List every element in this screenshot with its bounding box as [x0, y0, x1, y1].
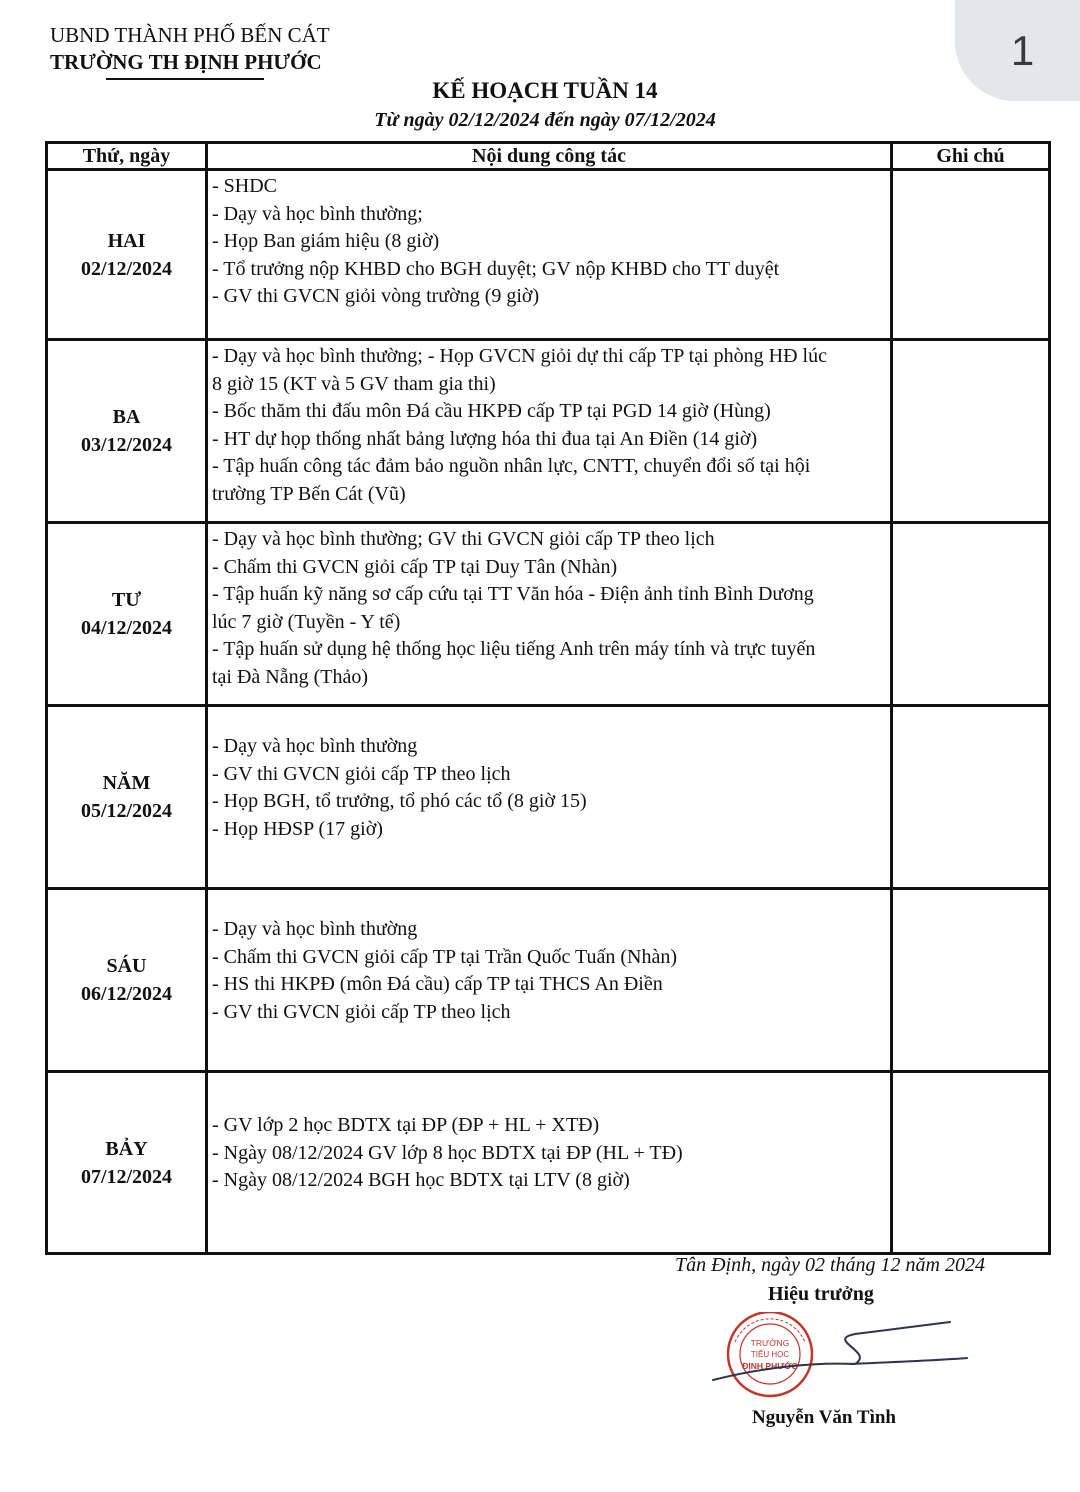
content-line: - Dạy và học bình thường;: [212, 202, 423, 225]
content-cell: [207, 706, 892, 889]
content-cell: [207, 170, 892, 340]
weekly-plan-table: [45, 141, 1051, 1255]
table-row: [47, 706, 1050, 889]
day-name: NĂM: [102, 772, 151, 794]
place-and-date: Tân Định, ngày 02 tháng 12 năm 2024: [675, 1254, 985, 1276]
table-row: [47, 523, 1050, 706]
content-line: - SHDC: [212, 175, 278, 197]
content-line: - Họp BGH, tổ trưởng, tổ phó các tổ (8 giờ 15): [212, 790, 587, 812]
header-day: Thứ, ngày: [47, 143, 207, 170]
stamp-and-signature: [705, 1312, 985, 1407]
content-cell: [207, 1072, 892, 1254]
day-date: 07/12/2024: [80, 1165, 173, 1188]
content-cell: [207, 523, 892, 706]
day-name: HAI: [107, 229, 146, 252]
content-cell: [207, 889, 892, 1072]
table-header-row: [47, 143, 1050, 170]
day-cell: [47, 706, 207, 889]
day-name: BA: [112, 406, 141, 428]
content-line: - Họp Ban giám hiệu (8 giờ): [212, 230, 440, 252]
day-name: SÁU: [106, 955, 147, 977]
content-line: lúc 7 giờ (Tuyền - Y tế): [212, 610, 401, 633]
seal-line-1: TRƯỜNG: [750, 1338, 790, 1348]
content-line: - Dạy và học bình thường; - Họp GVCN giỏi dự thi cấp TP tại phòng HĐ lúc: [212, 345, 827, 367]
content-line: - Tập huấn sử dụng hệ thống học liệu tiếng Anh trên máy tính và trực tuyến: [212, 638, 816, 660]
note-cell: [892, 1072, 1050, 1254]
page-number-badge: 1: [955, 0, 1080, 101]
org-line-2: TRƯỜNG TH ĐỊNH PHƯỚC: [50, 50, 322, 74]
day-cell: [47, 340, 207, 523]
signer-role: Hiệu trưởng: [768, 1283, 874, 1305]
note-cell: [892, 523, 1050, 706]
content-line: - Bốc thăm thi đấu môn Đá cầu HKPĐ cấp TP tại PGD 14 giờ (Hùng): [212, 400, 771, 422]
content-line: - GV thi GVCN giỏi cấp TP theo lịch: [212, 762, 511, 785]
day-date: 03/12/2024: [80, 434, 173, 456]
content-line: - Họp HĐSP (17 giờ): [212, 817, 383, 840]
day-cell: [47, 1072, 207, 1254]
day-date: 05/12/2024: [80, 800, 173, 822]
table-row: [47, 889, 1050, 1072]
content-line: - Ngày 08/12/2024 BGH học BDTX tại LTV (8 giờ): [212, 1169, 630, 1192]
content-cell: [207, 340, 892, 523]
table-row: [47, 1072, 1050, 1254]
content-line: - HT dự họp thống nhất bảng lượng hóa thi đua tại An Điền (14 giờ): [212, 427, 758, 450]
school-seal: [728, 1312, 812, 1396]
table-row: [47, 170, 1050, 340]
note-cell: [892, 170, 1050, 340]
header-content: Nội dung công tác: [207, 143, 892, 170]
content-line: tại Đà Nẵng (Thảo): [212, 665, 369, 688]
content-line: - GV thi GVCN giỏi cấp TP theo lịch: [212, 1000, 511, 1023]
day-date: 06/12/2024: [80, 983, 173, 1005]
document-subtitle: Từ ngày 02/12/2024 đến ngày 07/12/2024: [374, 109, 716, 131]
seal-line-3: ĐỊNH PHƯỚC: [742, 1361, 798, 1371]
content-line: - Chấm thi GVCN giỏi cấp TP tại Trần Quốc Tuấn (Nhàn): [212, 945, 677, 968]
org-line-1: UBND THÀNH PHỐ BẾN CÁT: [50, 23, 330, 47]
content-line: - HS thi HKPĐ (môn Đá cầu) cấp TP tại THCS An Điền: [212, 973, 663, 995]
content-line: - Chấm thi GVCN giỏi cấp TP tại Duy Tân (Nhàn): [212, 555, 618, 578]
day-name: TƯ: [111, 589, 142, 611]
content-line: - Tập huấn công tác đảm bảo nguồn nhân lực, CNTT, chuyển đổi số tại hội: [212, 455, 811, 477]
content-line: - GV lớp 2 học BDTX tại ĐP (ĐP + HL + XTĐ): [212, 1114, 600, 1137]
note-cell: [892, 340, 1050, 523]
content-line: - Tập huấn kỹ năng sơ cấp cứu tại TT Văn hóa - Điện ảnh tỉnh Bình Dương: [212, 583, 814, 605]
day-name: BẢY: [105, 1137, 148, 1160]
content-line: - Dạy và học bình thường: [212, 918, 418, 940]
signer-name: Nguyễn Văn Tình: [752, 1407, 896, 1428]
content-line: - GV thi GVCN giỏi vòng trường (9 giờ): [212, 285, 540, 307]
content-line: trường TP Bến Cát (Vũ): [212, 482, 406, 505]
content-line: 8 giờ 15 (KT và 5 GV tham gia thi): [212, 372, 496, 395]
day-cell: [47, 889, 207, 1072]
document-title: KẾ HOẠCH TUẦN 14: [432, 78, 658, 103]
day-cell: [47, 523, 207, 706]
note-cell: [892, 706, 1050, 889]
day-cell: [47, 170, 207, 340]
content-line: - Ngày 08/12/2024 GV lớp 8 học BDTX tại ĐP (HL + TĐ): [212, 1141, 683, 1164]
table-row: [47, 340, 1050, 523]
content-line: - Dạy và học bình thường: [212, 735, 418, 757]
seal-line-2: TIỂU HỌC: [750, 1350, 790, 1359]
day-date: 02/12/2024: [80, 257, 173, 280]
content-line: - Tổ trưởng nộp KHBD cho BGH duyệt; GV nộp KHBD cho TT duyệt: [212, 257, 780, 280]
day-date: 04/12/2024: [80, 617, 173, 639]
header-note: Ghi chú: [892, 143, 1050, 170]
content-line: - Dạy và học bình thường; GV thi GVCN giỏi cấp TP theo lịch: [212, 528, 715, 550]
note-cell: [892, 889, 1050, 1072]
issuing-organization: [50, 22, 330, 76]
